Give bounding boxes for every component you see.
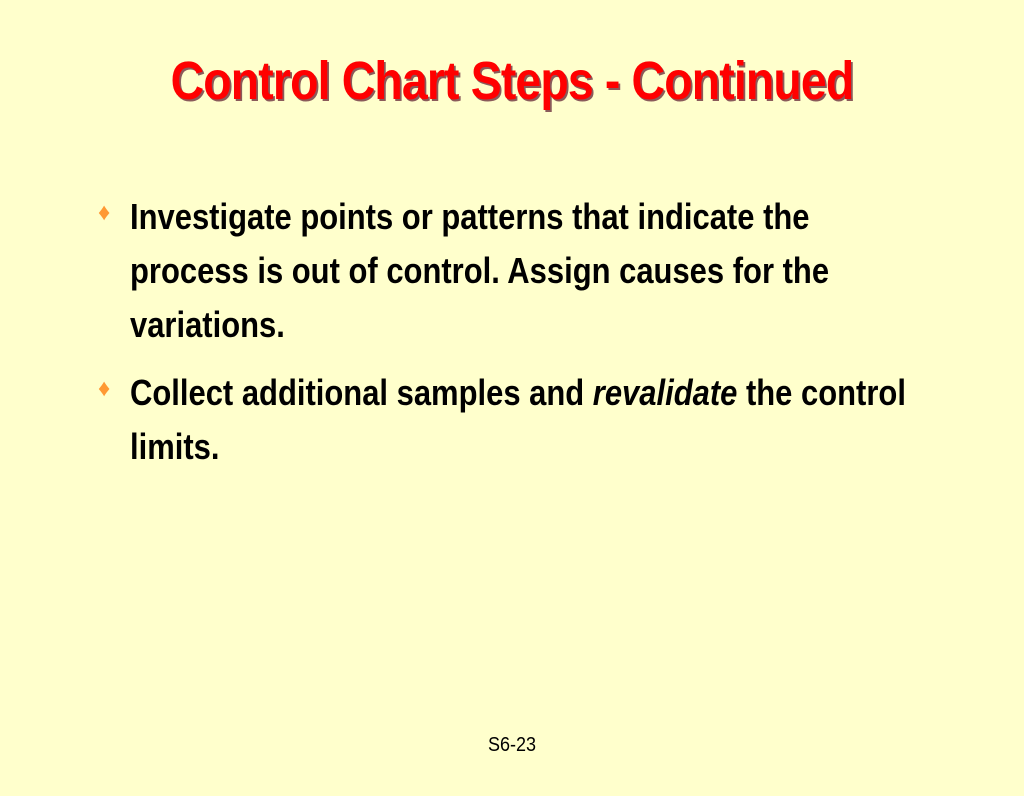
bullet-text-segment: Investigate points or patterns that indicate the process is out of control. Assign causes for the variations.	[130, 196, 830, 345]
diamond-bullet-icon: ♦	[98, 375, 111, 402]
slide-title: Control Chart Steps - Continued	[170, 51, 854, 111]
diamond-bullet-icon: ♦	[98, 199, 111, 226]
bullet-text-segment: the control limits.	[130, 372, 906, 467]
bullet-text	[130, 366, 934, 474]
bullet-text	[130, 190, 934, 352]
bullet-item	[96, 366, 936, 474]
emphasized-word: revalidate	[592, 372, 738, 413]
bullet-list	[96, 190, 936, 488]
slide-number: S6-23	[487, 734, 537, 756]
bullet-item	[96, 190, 936, 352]
bullet-text-segment: Collect additional samples and	[130, 372, 593, 413]
